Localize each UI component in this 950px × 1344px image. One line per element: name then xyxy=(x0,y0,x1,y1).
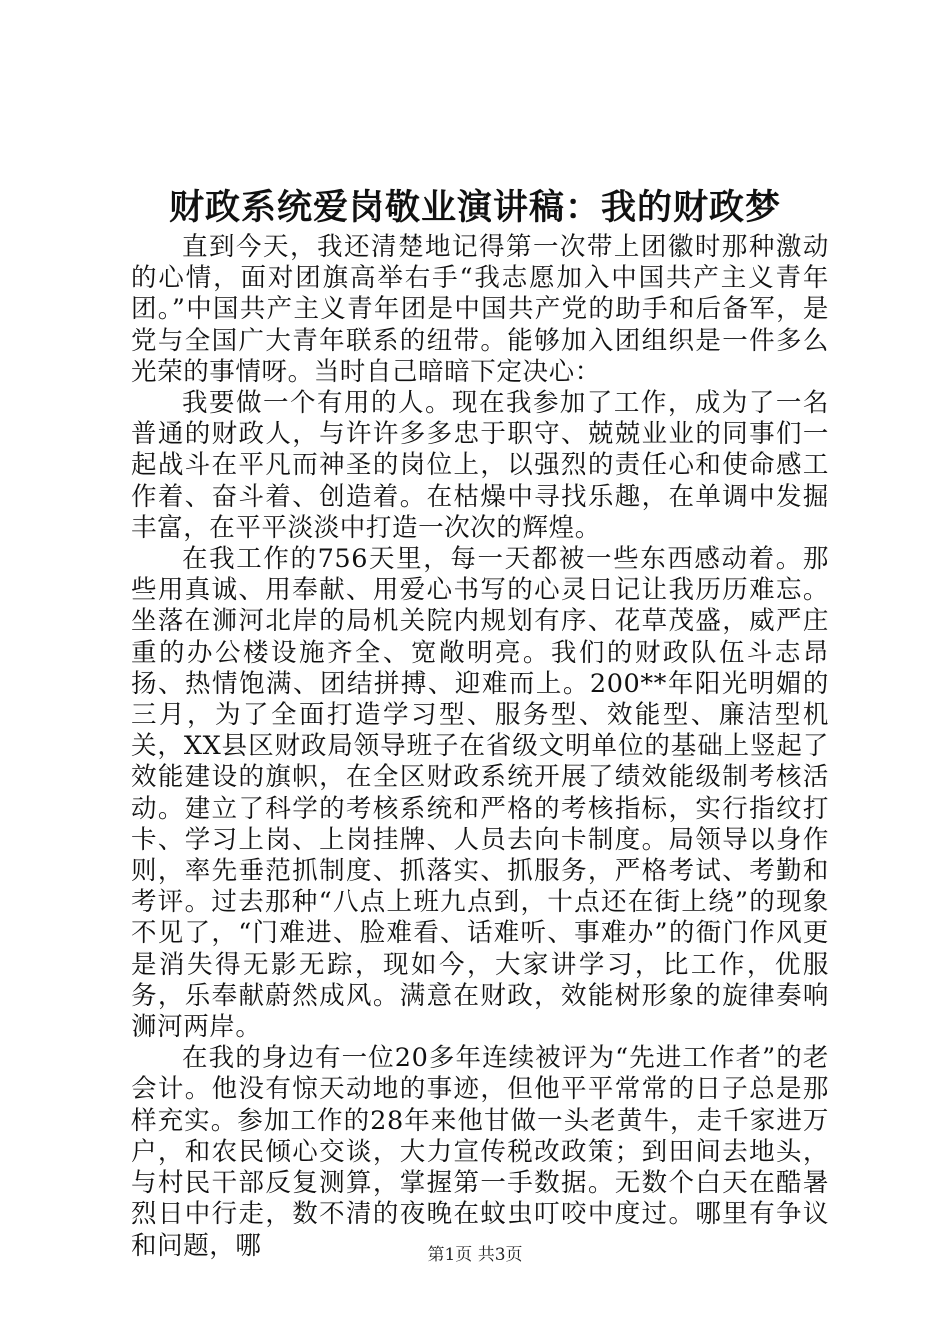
paragraph-3: 在我工作的756天里，每一天都被一些东西感动着。那些用真诚、用奉献、用爱心书写的心灵日记让我历历难忘。坐落在浉河北岸的局机关院内规划有序、花草茂盛，威严庄重的办公楼设施齐全、宽敞明亮。我们的财政队伍斗志昂扬、热情饱满、团结拼搏、迎难而上。200**年阳光明媚的三月，为了全面打造学习型、服务型、效能型、廉洁型机关，XX县区财政局领导班子在省级文明单位的基础上竖起了效能建设的旗帜，在全区财政系统开展了绩效能级制考核活动。建立了科学的考核系统和严格的考核指标，实行指纹打卡、学习上岗、上岗挂牌、人员去向卡制度。局领导以身作则，率先垂范抓制度、抓落实、抓服务，严格考试、考勤和考评。过去那种“八点上班九点到，十点还在街上绕”的现象不见了，“门难进、脸难看、话难听、事难办”的衙门作风更是消失得无影无踪，现如今，大家讲学习，比工作，优服务，乐奉献蔚然成风。满意在财政，效能树形象的旋律奏响浉河两岸。 xyxy=(131,544,829,1043)
page-number-footer: 第1页 共3页 xyxy=(427,1245,523,1265)
document-body xyxy=(131,232,829,1262)
paragraph-4: 在我的身边有一位20多年连续被评为“先进工作者”的老会计。他没有惊天动地的事迹，但他平平常常的日子总是那样充实。参加工作的28年来他甘做一头老黄牛，走千家进万户，和农民倾心交谈，大力宣传税改政策；到田间去地头，与村民干部反复测算，掌握第一手数据。无数个白天在酷暑烈日中行走，数不清的夜晚在蚊虫叮咬中度过。哪里有争议和问题，哪 xyxy=(131,1043,829,1261)
paragraph-1: 直到今天，我还清楚地记得第一次带上团徽时那种激动的心情，面对团旗高举右手“我志愿加入中国共产主义青年团。”中国共产主义青年团是中国共产党的助手和后备军，是党与全国广大青年联系的纽带。能够加入团组织是一件多么光荣的事情呀。当时自己暗暗下定决心： xyxy=(131,232,829,387)
paragraph-2: 我要做一个有用的人。现在我参加了工作，成为了一名普通的财政人，与许许多多忠于职守、兢兢业业的同事们一起战斗在平凡而神圣的岗位上，以强烈的责任心和使命感工作着、奋斗着、创造着。在枯燥中寻找乐趣，在单调中发掘丰富，在平平淡淡中打造一次次的辉煌。 xyxy=(131,388,829,543)
document-title: 财政系统爱岗敬业演讲稿：我的财政梦 xyxy=(168,187,781,228)
